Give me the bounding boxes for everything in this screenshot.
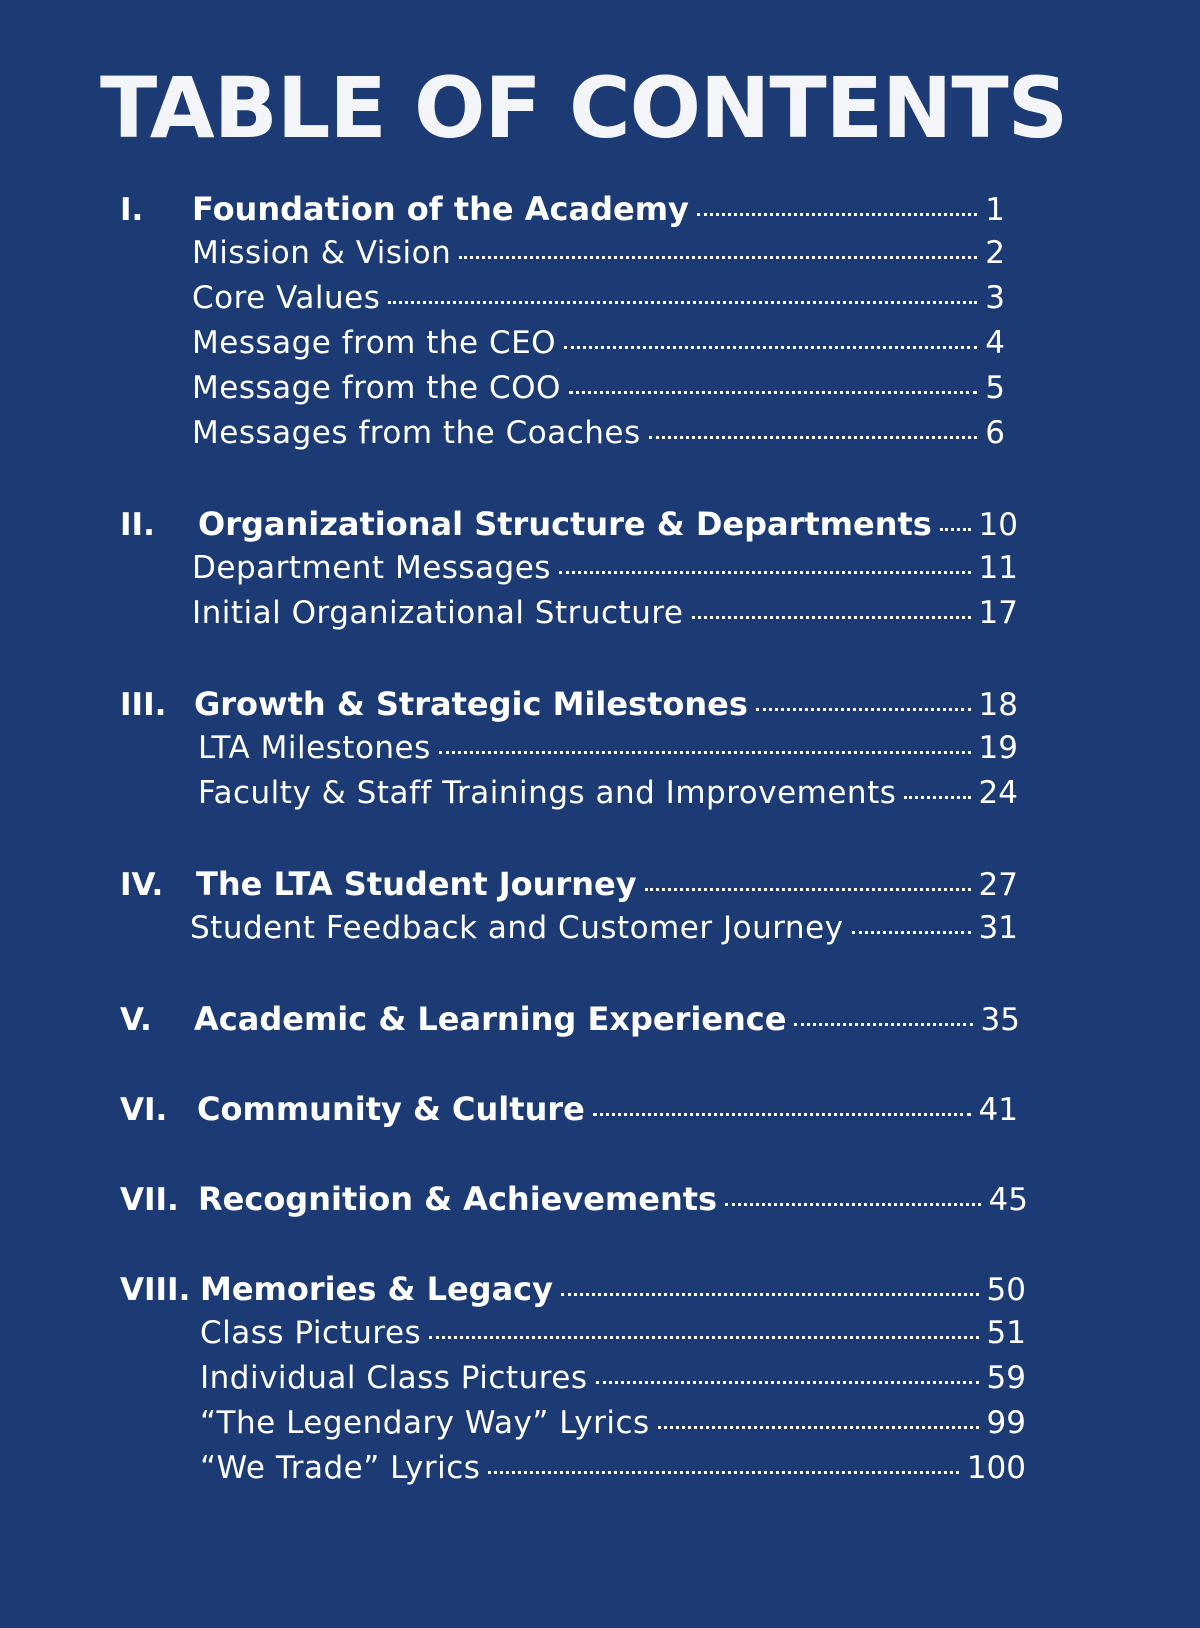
dot-leader xyxy=(596,1381,979,1384)
section-numeral: IV. xyxy=(120,867,164,903)
toc-entry[interactable] xyxy=(198,730,1018,766)
dot-leader xyxy=(559,571,971,574)
entry-label: Class Pictures xyxy=(200,1315,422,1351)
section-numeral: VIII. xyxy=(120,1272,191,1308)
toc-entry[interactable] xyxy=(192,415,1005,451)
toc-entry[interactable] xyxy=(192,550,1018,586)
toc-entry[interactable] xyxy=(200,1360,1026,1396)
toc-entry[interactable] xyxy=(192,595,1018,631)
page-number: 51 xyxy=(986,1315,1026,1351)
section-title: Community & Culture xyxy=(197,1090,585,1128)
page-number: 18 xyxy=(978,687,1018,723)
dot-leader xyxy=(569,391,977,394)
entry-label: LTA Milestones xyxy=(198,730,431,766)
toc-section-4[interactable] xyxy=(196,865,1018,903)
page-number: 10 xyxy=(978,507,1018,543)
page-number: 31 xyxy=(978,910,1018,946)
toc-section-3[interactable] xyxy=(194,685,1018,723)
toc-section-7[interactable] xyxy=(198,1180,1028,1218)
section-title: Memories & Legacy xyxy=(200,1270,553,1308)
dot-leader xyxy=(645,888,971,891)
section-numeral: III. xyxy=(120,687,167,723)
toc-entry[interactable] xyxy=(198,775,1018,811)
dot-leader xyxy=(904,796,970,799)
section-numeral: I. xyxy=(120,192,144,228)
entry-label: “The Legendary Way” Lyrics xyxy=(200,1405,650,1441)
dot-leader xyxy=(725,1203,980,1206)
dot-leader xyxy=(564,346,977,349)
section-title: Growth & Strategic Milestones xyxy=(194,685,748,723)
dot-leader xyxy=(388,301,977,304)
dot-leader xyxy=(439,751,971,754)
toc-entry[interactable] xyxy=(192,370,1005,406)
entry-label: Message from the COO xyxy=(192,370,561,406)
page-number: 41 xyxy=(978,1092,1018,1128)
dot-leader xyxy=(756,708,971,711)
dot-leader xyxy=(561,1293,979,1296)
page-number: 59 xyxy=(986,1360,1026,1396)
page-number: 19 xyxy=(978,730,1018,766)
dot-leader xyxy=(692,616,971,619)
entry-label: Department Messages xyxy=(192,550,551,586)
entry-label: Core Values xyxy=(192,280,381,316)
toc-section-8[interactable] xyxy=(200,1270,1026,1308)
page-number: 11 xyxy=(978,550,1018,586)
dot-leader xyxy=(459,256,977,259)
page-number: 99 xyxy=(986,1405,1026,1441)
dot-leader xyxy=(593,1113,971,1116)
page-number: 45 xyxy=(988,1182,1028,1218)
toc-entry[interactable] xyxy=(192,280,1005,316)
section-title: Recognition & Achievements xyxy=(198,1180,718,1218)
page-number: 24 xyxy=(978,775,1018,811)
entry-label: Message from the CEO xyxy=(192,325,557,361)
toc-section-6[interactable] xyxy=(197,1090,1018,1128)
page-number: 27 xyxy=(978,867,1018,903)
page-number: 1 xyxy=(985,192,1005,228)
dot-leader xyxy=(940,528,971,531)
toc-entry[interactable] xyxy=(200,1405,1026,1441)
dot-leader xyxy=(794,1023,972,1026)
toc-section-2[interactable] xyxy=(198,505,1018,543)
section-numeral: II. xyxy=(120,507,155,543)
page-title: TABLE OF CONTENTS xyxy=(100,59,1068,157)
section-title: Academic & Learning Experience xyxy=(194,1000,787,1038)
dot-leader xyxy=(649,436,978,439)
toc-entry[interactable] xyxy=(200,1450,1026,1486)
section-numeral: VI. xyxy=(120,1092,168,1128)
section-numeral: VII. xyxy=(120,1182,179,1218)
page-number: 5 xyxy=(985,370,1005,406)
toc-section-5[interactable] xyxy=(194,1000,1020,1038)
dot-leader xyxy=(658,1426,979,1429)
dot-leader xyxy=(488,1471,958,1474)
entry-label: Mission & Vision xyxy=(192,235,452,271)
dot-leader xyxy=(429,1336,978,1339)
section-title: Organizational Structure & Departments xyxy=(198,505,932,543)
page-number: 2 xyxy=(985,235,1005,271)
dot-leader xyxy=(852,931,971,934)
toc-entry[interactable] xyxy=(192,325,1005,361)
toc-entry[interactable] xyxy=(192,235,1005,271)
entry-label: “We Trade” Lyrics xyxy=(200,1450,481,1486)
entry-label: Student Feedback and Customer Journey xyxy=(190,910,844,946)
page-number: 100 xyxy=(966,1450,1026,1486)
entry-label: Messages from the Coaches xyxy=(192,415,641,451)
entry-label: Initial Organizational Structure xyxy=(192,595,684,631)
dot-leader xyxy=(697,213,977,216)
toc-section-1[interactable] xyxy=(192,190,1005,228)
page-number: 3 xyxy=(985,280,1005,316)
page-number: 4 xyxy=(985,325,1005,361)
toc-entry[interactable] xyxy=(200,1315,1026,1351)
page-number: 50 xyxy=(986,1272,1026,1308)
entry-label: Faculty & Staff Trainings and Improvements xyxy=(198,775,897,811)
page-number: 17 xyxy=(978,595,1018,631)
section-numeral: V. xyxy=(120,1002,152,1038)
section-title: The LTA Student Journey xyxy=(196,865,637,903)
entry-label: Individual Class Pictures xyxy=(200,1360,588,1396)
toc-entry[interactable] xyxy=(190,910,1018,946)
section-title: Foundation of the Academy xyxy=(192,190,689,228)
page-number: 6 xyxy=(985,415,1005,451)
page-number: 35 xyxy=(980,1002,1020,1038)
